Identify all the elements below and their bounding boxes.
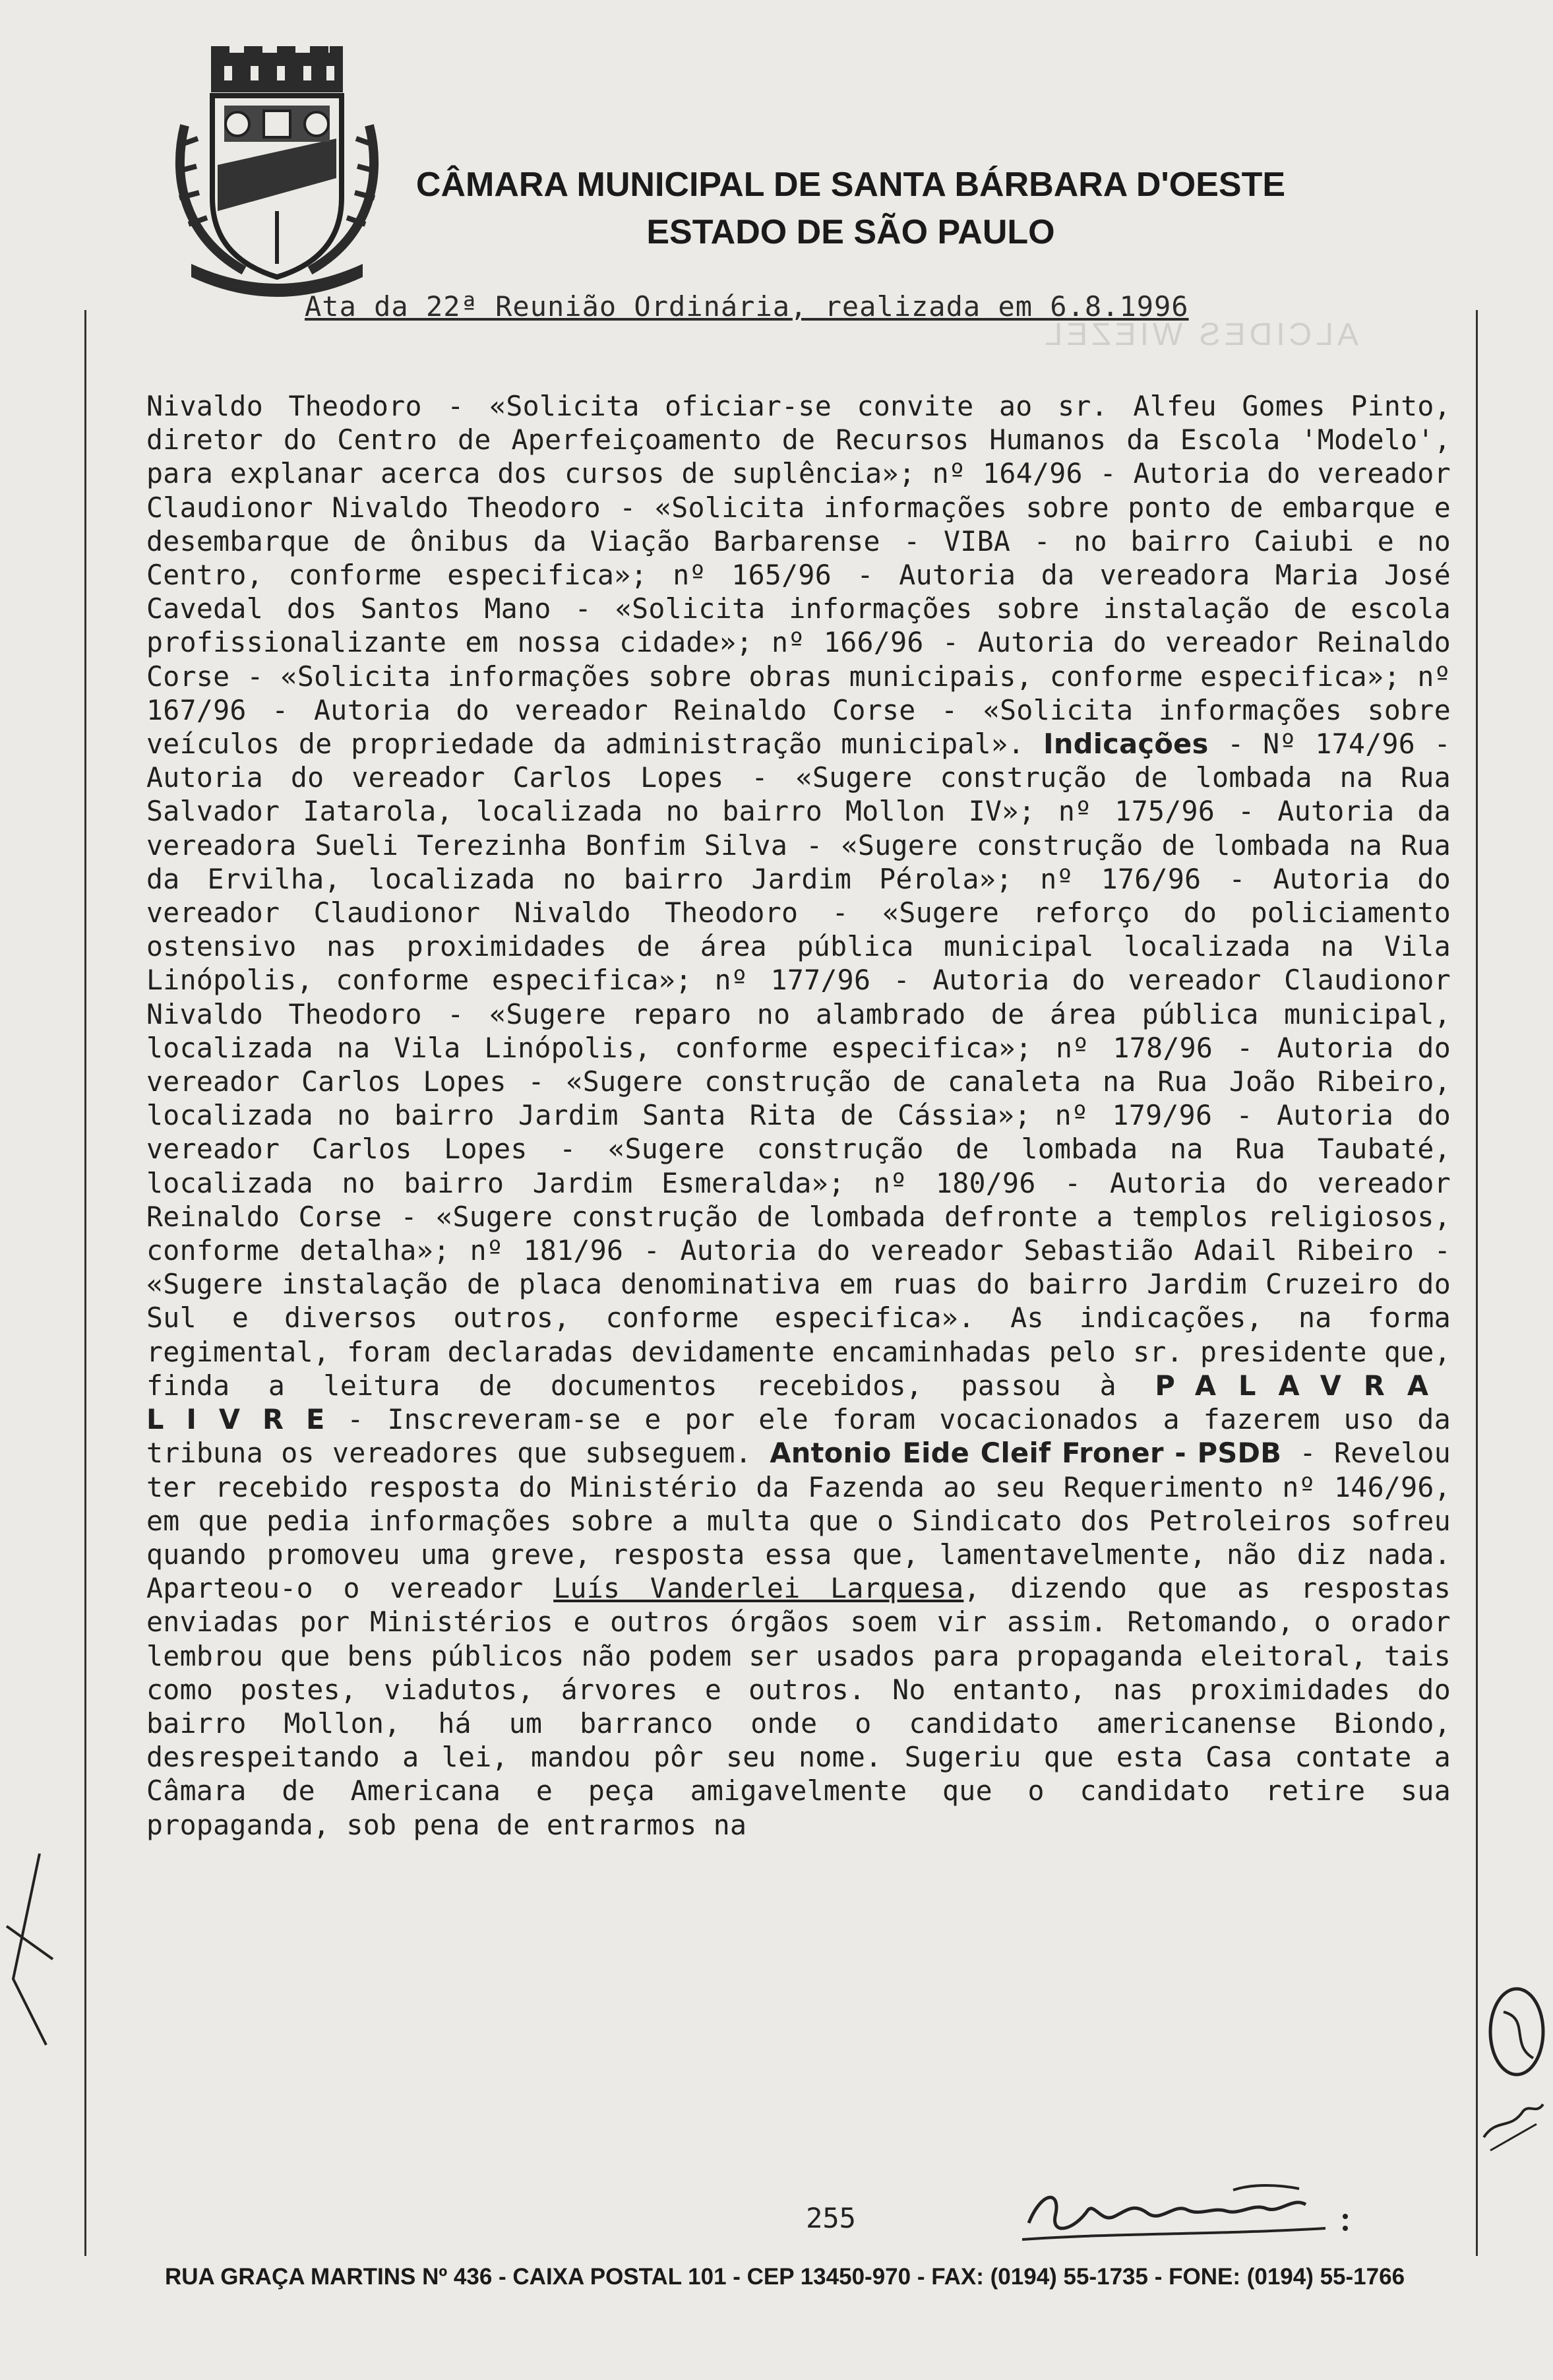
margin-initials-icon: [0, 1847, 59, 2071]
page-number: 255: [806, 2202, 856, 2234]
coat-of-arms-icon: [165, 46, 389, 297]
paragraph-inscricoes: - Inscreveram-se e por ele foram vocacionados a fazerem uso da tribuna os vereadores que subseguem.: [146, 1403, 1451, 1470]
speaker-name: Antonio Eide Cleif Froner - PSDB: [770, 1437, 1282, 1470]
bleed-through-text: ALCIDES WIEZEL: [1041, 317, 1358, 352]
signature-icon: [1016, 2177, 1385, 2256]
paragraph-indicacoes: - Nº 174/96 - Autoria do vereador Carlos Lopes - «Sugere construção de lombada na Rua Salvador Iatarola, localizada no bairro Mollon IV»; nº 175/96 - Autoria da vereadora Sueli Terezinha Bonfim Silva - «Sugere construção de lombada na Rua da Ervilha, localizada no bairro Jardim Pérola»; nº 176/96 - Autoria do vereador Claudionor Nivaldo Theodoro - «Sugere reforço do policiamento ostensivo nas proximidades de área pública municipal localizada na Vila Linópolis, conforme especifica»; nº 177/96 - Autoria do vereador Claudionor Nivaldo Theodoro - «Sugere reparo no alambrado de área pública municipal, localizada na Vila Linópolis, conforme especifica»; nº 178/96 - Autoria do vereador Carlos Lopes - «Sugere construção de canaleta na Rua João Ribeiro, localizada no bairro Jardim Santa Rita de Cássia»; nº 179/96 - Autoria do vereador Carlos Lopes - «Sugere construção de lombada na Rua Taubaté, localizada no bairro Jardim Esmeralda»; nº 180/96 - Autoria do vereador Reinaldo Corse - «Sugere construção de lombada defronte a templos religiosos, conforme detalha»; nº 181/96 - Autoria do vereador Sebastião Adail Ribeiro - «Sugere instalação de placa denominativa em ruas do bairro Jardim Cruzeiro do Sul e diversos outros, conforme especifica». As indicações, na forma regimental, foram declaradas devidamente encaminhadas pelo sr. presidente que, finda a leitura de documentos recebidos, passou à: [146, 728, 1451, 1402]
paragraph-speech-continued: , dizendo que as respostas enviadas por Ministérios e outros órgãos soem vir assim. Retomando, o orador lembrou que bens públicos não podem ser usados para propaganda eleitoral, tais como postes, viadutos, árvores e outros. No entanto, nas proximidades do bairro Mollon, há um barranco onde o candidato americanense Biondo, desrespeitando a lei, mandou pôr seu nome. Sugeriu que esta Casa contate a Câmara de Americana e peça amigavelmente que o candidato retire sua propaganda, sob pena de entrarmos na: [146, 1572, 1451, 1841]
palavra-livre-heading: PALAVRA LIVRE: [146, 1369, 1451, 1436]
institution-name: CÂMARA MUNICIPAL DE SANTA BÁRBARA D'OESTE: [415, 166, 1286, 204]
footer-address: RUA GRAÇA MARTINS Nº 436 - CAIXA POSTAL 101 - CEP 13450-970 - FAX: (0194) 55-1735 - FONE: (0194) 55-1766: [164, 2264, 1405, 2290]
aparte-councilor-name: Luís Vanderlei Larquesa: [553, 1572, 964, 1605]
paragraph-requerimentos: Nivaldo Theodoro - «Solicita oficiar-se convite ao sr. Alfeu Gomes Pinto, diretor do Centro de Aperfeiçoamento de Recursos Humanos da Escola 'Modelo', para explanar acerca dos cursos de suplência»; nº 164/96 - Autoria do vereador Claudionor Nivaldo Theodoro - «Solicita informações sobre ponto de embarque e desembarque de ônibus da Viação Barbarense - VIBA - no bairro Caiubi e no Centro, conforme especifica»; nº 165/96 - Autoria da vereadora Maria José Cavedal dos Santos Mano - «Solicita informações sobre instalação de escola profissionalizante em nossa cidade»; nº 166/96 - Autoria do vereador Reinaldo Corse - «Solicita informações sobre obras municipais, conforme especifica»; nº 167/96 - Autoria do vereador Reinaldo Corse - «Solicita informações sobre veículos de propriedade da administração municipal».: [146, 390, 1451, 761]
right-margin-line: [1476, 310, 1478, 2256]
indicacoes-heading: Indicações: [1043, 728, 1209, 761]
paragraph-speech: - Revelou ter recebido resposta do Ministério da Fazenda ao seu Requerimento nº 146/96, em que pedia informações sobre a multa que o Sindicato dos Petroleiros sofreu quando promoveu uma greve, resposta essa que, lamentavelmente, não diz nada. Aparteou-o o vereador: [146, 1437, 1451, 1605]
left-margin-line: [84, 310, 86, 2256]
minutes-body: [146, 389, 1451, 1842]
state-name: ESTADO DE SÃO PAULO: [646, 213, 1055, 251]
margin-signature-icon: [1471, 1972, 1553, 2170]
minutes-title: Ata da 22ª Reunião Ordinária, realizada em 6.8.1996: [305, 290, 1189, 323]
